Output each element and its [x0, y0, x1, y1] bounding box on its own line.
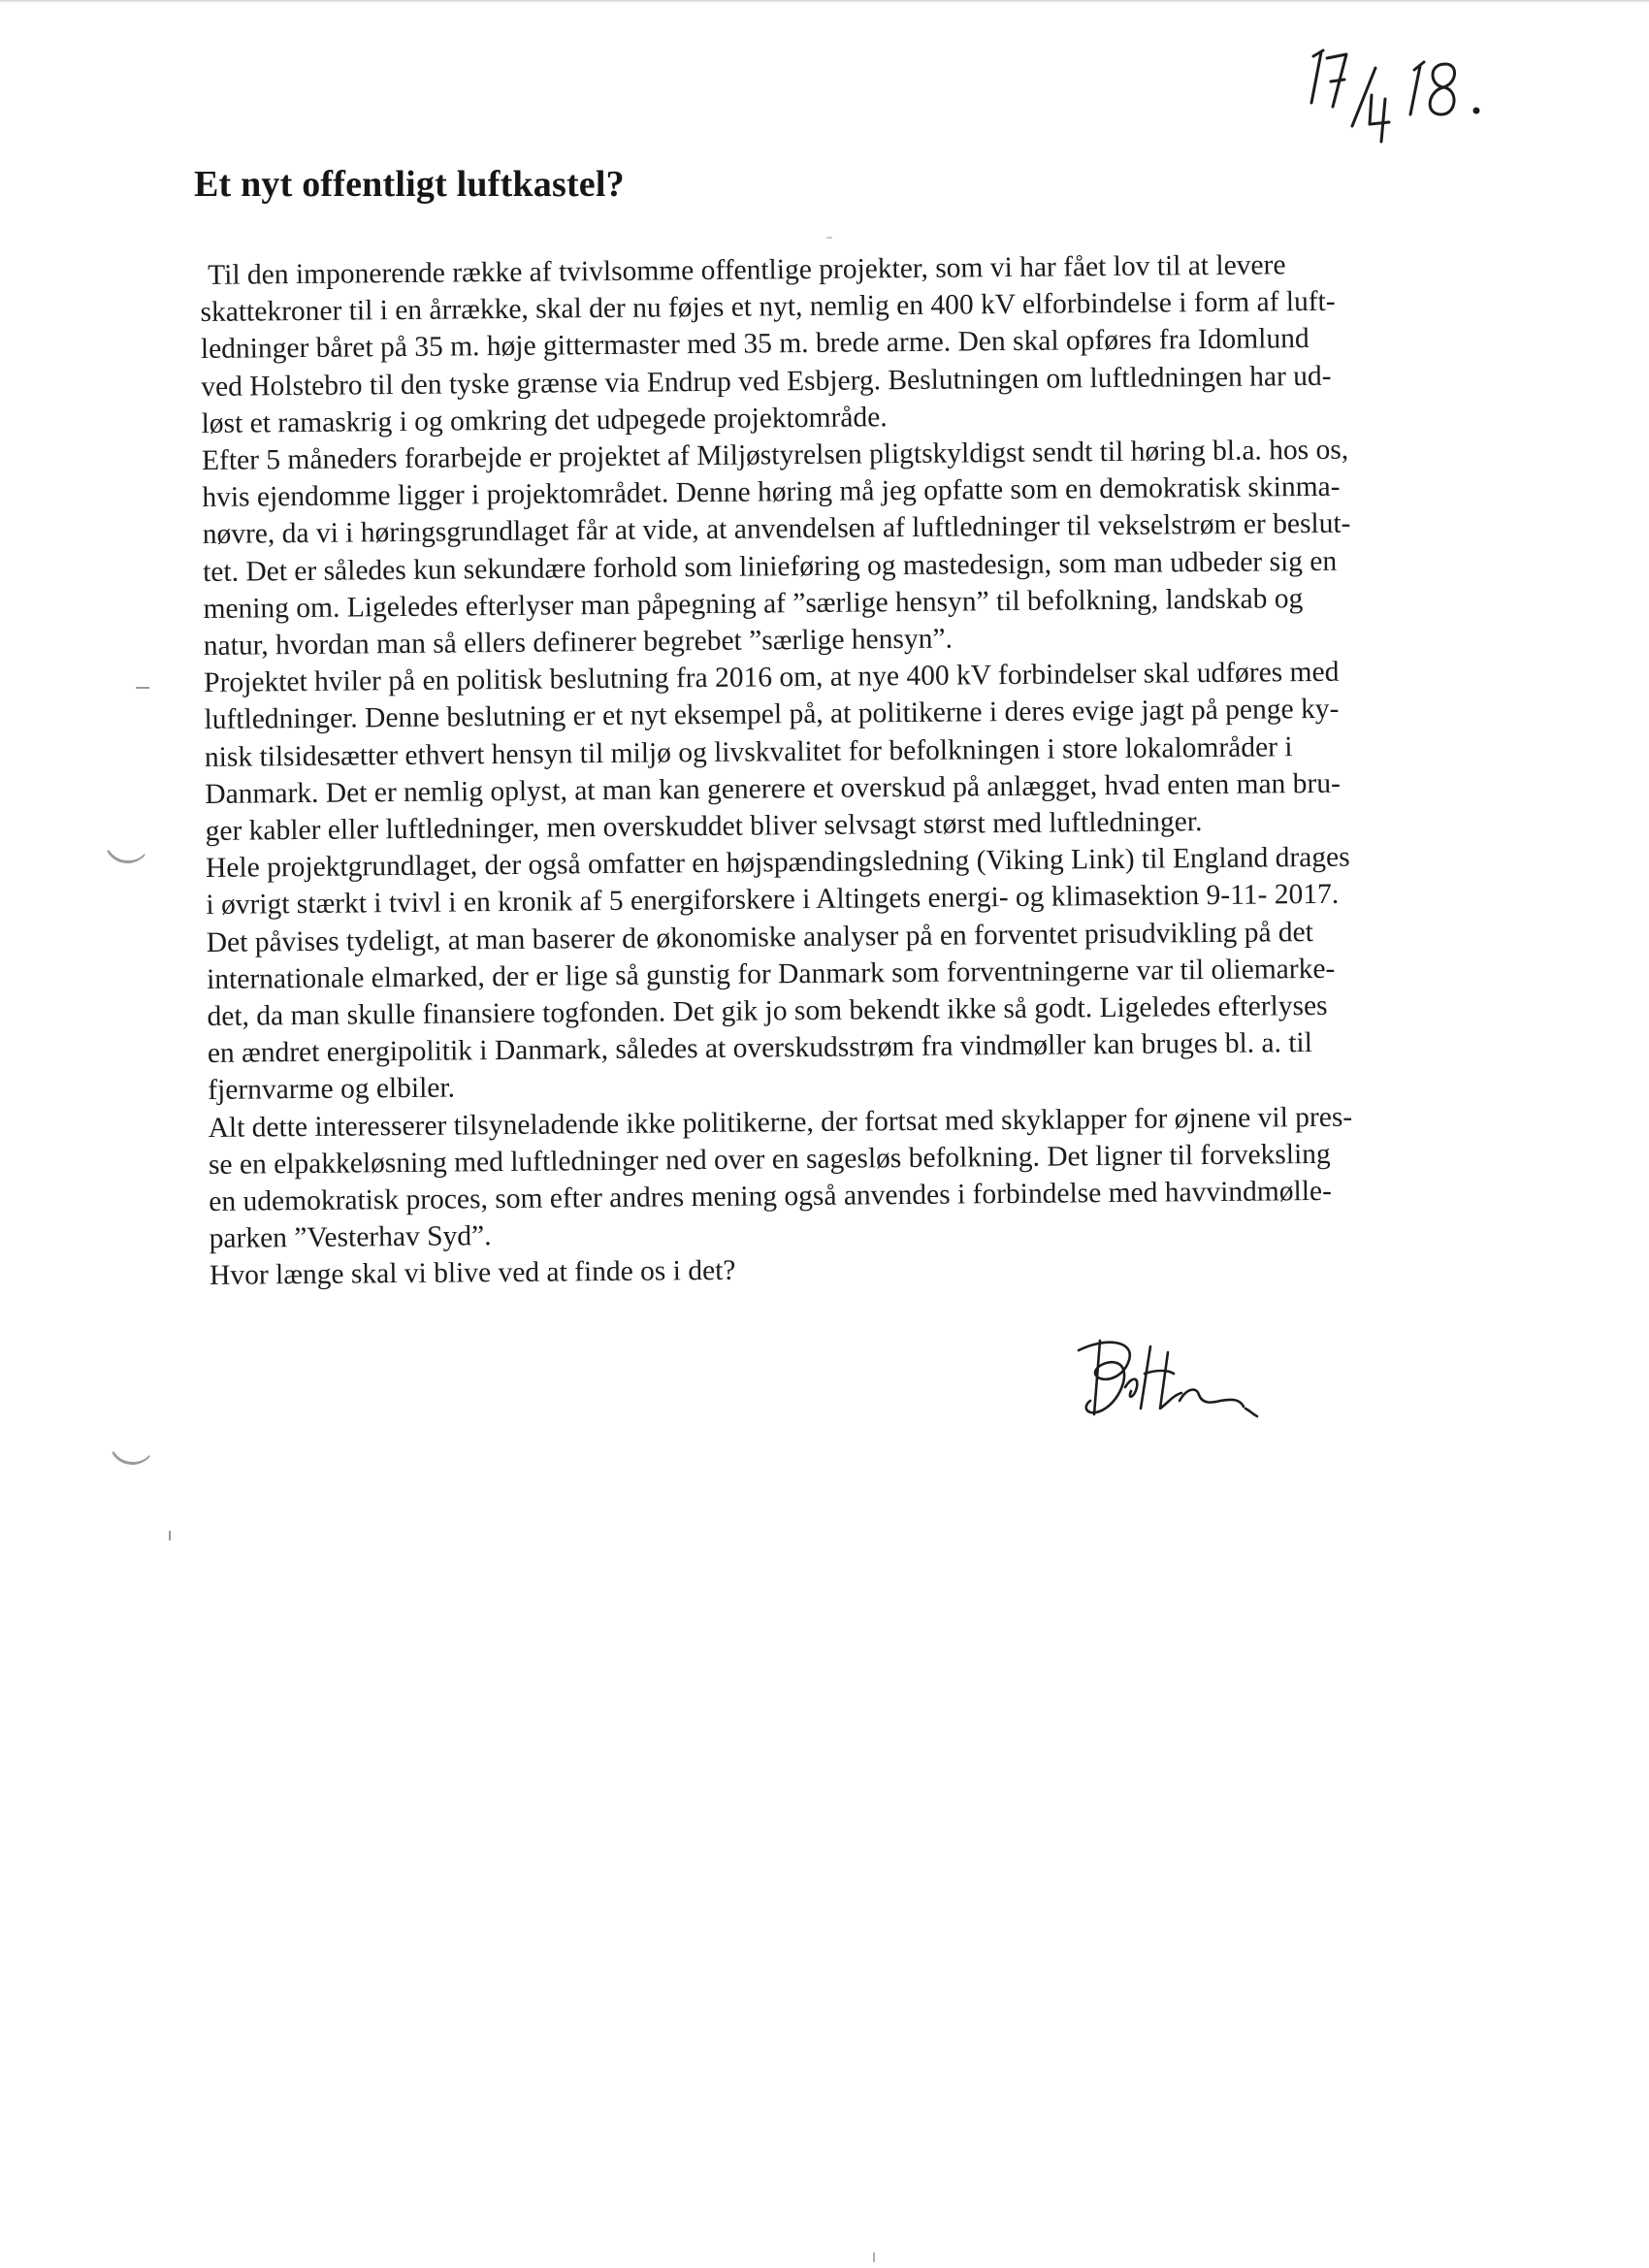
- punch-hole-mark: [100, 811, 155, 867]
- signature-drawing: [1067, 1327, 1300, 1434]
- text-line: parken ”Vesterhav Syd”.: [209, 1220, 492, 1255]
- text-line: nøvre, da vi i høringsgrundlaget får at vide, at anvendelsen af luftledninger til vekselstrøm er beslut-: [202, 508, 1351, 551]
- text-line: en ændret energipolitik i Danmark, således at overskudsstrøm fra vindmøller kan bruges bl. a. til: [207, 1027, 1313, 1070]
- text-line: Hvor længe skal vi blive ved at finde os i det?: [209, 1255, 736, 1292]
- letter-body: [200, 244, 1509, 1295]
- text-line: Hele projektgrundlaget, der også omfatter en højspændingsledning (Viking Link) til England drages: [205, 841, 1350, 885]
- text-line: Efter 5 måneders forarbejde er projektet af Miljøstyrelsen pligtskyldigst sendt til høring bl.a. hos os,: [201, 434, 1349, 477]
- text-line: internationale elmarked, der er lige så gunstig for Danmark som forventningerne var til oliemarke-: [206, 953, 1336, 995]
- text-line: Til den imponerende række af tvivlsomme offentlige projekter, som vi har fået lov til at levere: [208, 249, 1286, 291]
- text-line: tet. Det er således kun sekundære forhold som linieføring og mastedesign, som man udbeder sig en: [202, 545, 1338, 588]
- scan-speck: [136, 687, 149, 689]
- text-line: fjernvarme og elbiler.: [208, 1072, 456, 1107]
- text-line: nisk tilsidesætter ethvert hensyn til miljø og livskvalitet for befolkningen i store lokalområder i: [204, 730, 1293, 773]
- text-line: ved Holstebro til den tyske grænse via Endrup ved Esbjerg. Beslutningen om luftledningen har ud-: [201, 360, 1332, 403]
- scan-speck: [169, 1531, 171, 1540]
- text-line: se en elpakkeløsning med luftledninger ned over en sagesløs befolkning. Det ligner til forveksling: [208, 1138, 1331, 1181]
- scan-edge: [0, 0, 1649, 3]
- scan-speck: [873, 2252, 875, 2262]
- text-line: ledninger båret på 35 m. høje gittermaster med 35 m. brede arme. Den skal opføres fra Idomlund: [200, 323, 1310, 366]
- handwritten-date-drawing: [1300, 47, 1533, 144]
- scan-speck: [826, 237, 832, 239]
- text-line: det, da man skulle finansiere togfonden. Det gik jo som bekendt ikke så godt. Ligeledes efterlyses: [207, 989, 1328, 1033]
- handwritten-date: [1300, 47, 1533, 144]
- text-line: Projektet hviler på en politisk beslutning fra 2016 om, at nye 400 kV forbindelser skal udføres med: [204, 656, 1340, 699]
- text-line: mening om. Ligeledes efterlyser man påpegning af ”særlige hensyn” til befolkning, landskab og: [203, 582, 1304, 625]
- text-line: i øvrigt stærkt i tvivl i en kronik af 5 energiforskere i Altingets energi- og klimasektion 9-11- 2017.: [206, 879, 1340, 922]
- text-line: hvis ejendomme ligger i projektområdet. Denne høring må jeg opfatte som en demokratisk skinma-: [202, 470, 1341, 514]
- page-title: Et nyt offentligt luftkastel?: [194, 164, 625, 205]
- text-line: luftledninger. Denne beslutning er et nyt eksempel på, at politikerne i deres evige jagt på penge ky-: [204, 694, 1340, 736]
- text-line: skattekroner til i en årrække, skal der nu føjes et nyt, nemlig en 400 kV elforbindelse i form af luft-: [200, 285, 1336, 329]
- text-line: natur, hvordan man så ellers definerer begrebet ”særlige hensyn”.: [203, 623, 954, 663]
- text-line: ger kabler eller luftledninger, men overskuddet bliver selvsagt størst med luftledninger.: [205, 806, 1203, 848]
- text-line: Danmark. Det er nemlig oplyst, at man kan generere et overskud på anlægget, hvad enten man bru-: [205, 767, 1342, 810]
- text-line: en udemokratisk proces, som efter andres mening også anvendes i forbindelse med havvindmølle-: [209, 1175, 1332, 1218]
- text-line: Det påvises tydeligt, at man baserer de økonomiske analyser på en forventet prisudvikling på det: [206, 916, 1314, 958]
- punch-hole-mark: [105, 1412, 160, 1469]
- handwritten-signature: [1067, 1327, 1300, 1434]
- text-line: løst et ramaskrig i og omkring det udpegede projektområde.: [201, 402, 888, 439]
- text-line: Alt dette interesserer tilsyneladende ikke politikerne, der fortsat med skyklapper for øjnene vil pres-: [208, 1101, 1353, 1144]
